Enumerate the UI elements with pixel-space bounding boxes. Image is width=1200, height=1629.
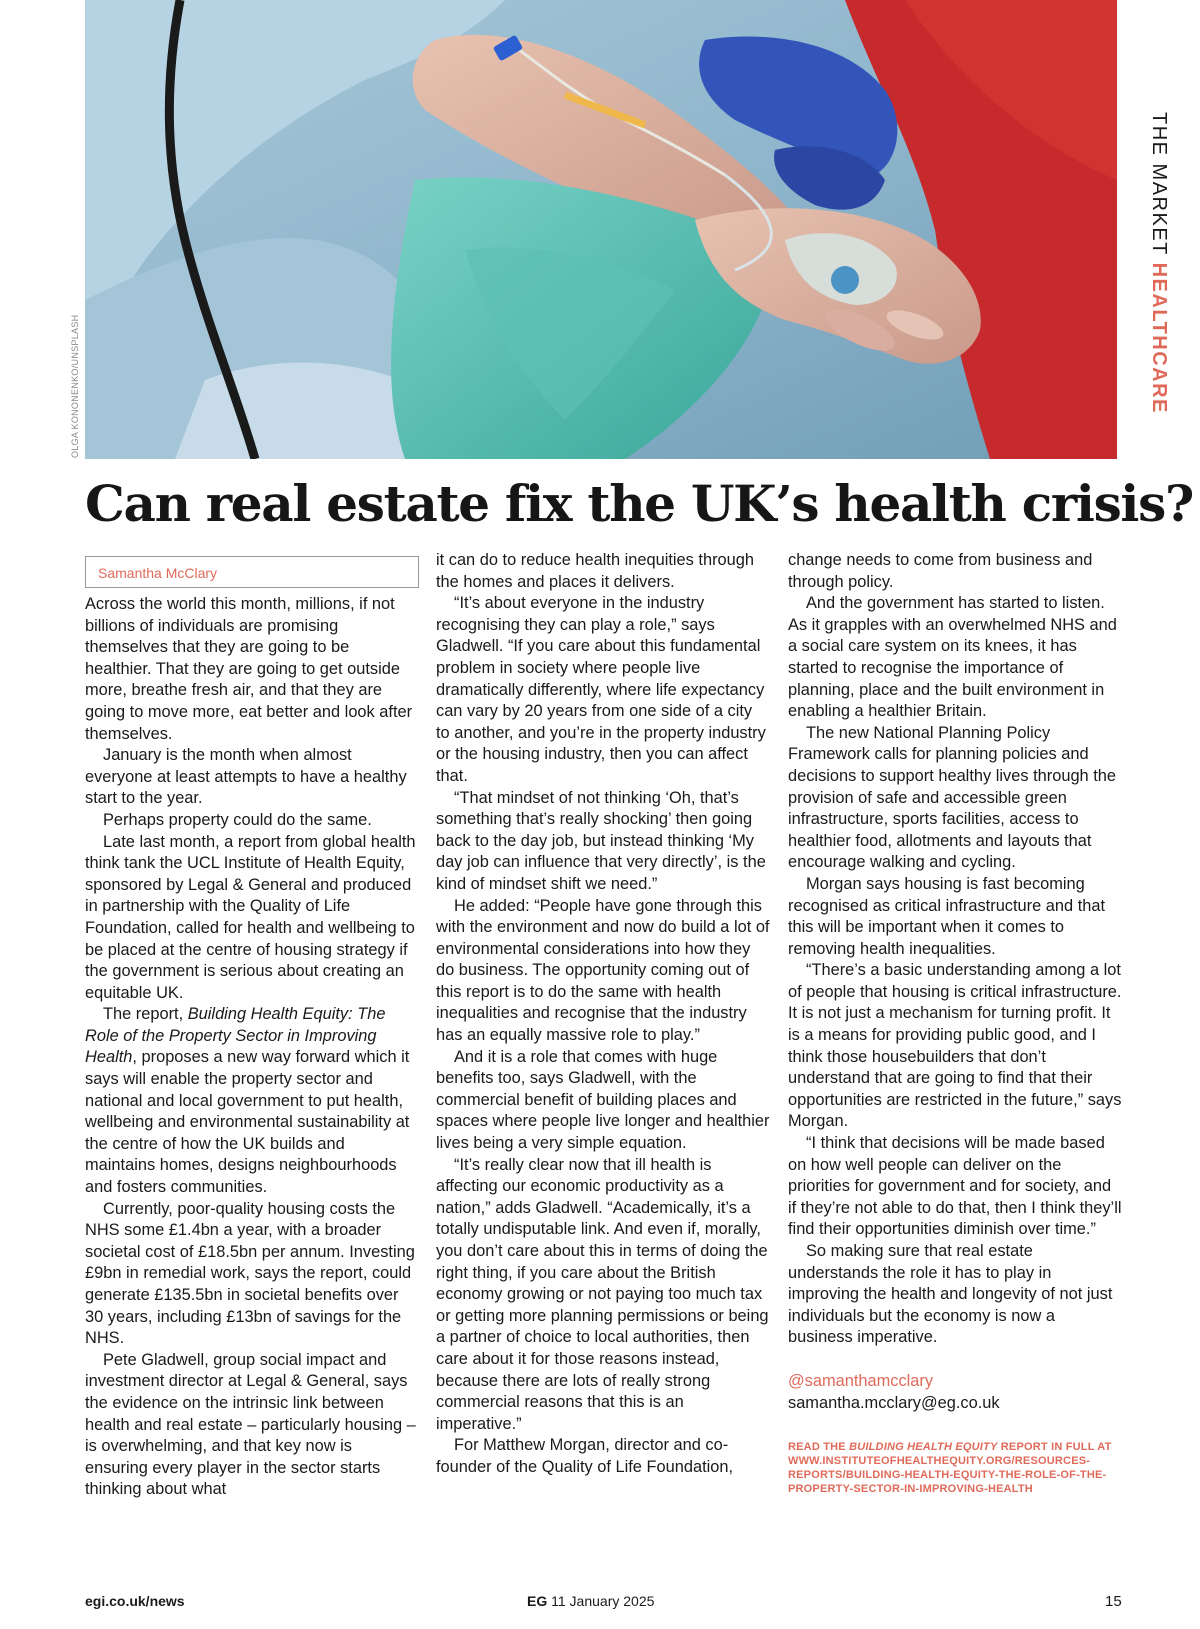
author-email[interactable]: samantha.mcclary@eg.co.uk <box>788 1393 1000 1412</box>
readmore-lead: READ THE <box>788 1441 850 1454</box>
section-name: HEALTHCARE <box>1148 262 1170 414</box>
article-paragraph: He added: “People have gone through this with the environment and now do build a lot of environmental considerations into how they do business. The opportunity coming out of this report is to do the same with health inequalities and recognise that the industry has an equally massive role to play.” <box>436 896 770 1045</box>
article-paragraph: Pete Gladwell, group social impact and investment director at Legal & General, says the evidence on the intrinsic link between health and real estate – particularly housing – is overwhelming, and that key now is ensuring every player in the sector starts thinking about what <box>85 1350 416 1499</box>
article-paragraph: “It’s really clear now that ill health is affecting our economic productivity as a nation,” adds Gladwell. “Academically, it’s a totally undisputable link. And even if, morally, you don’t care about this in terms of doing the right thing, if you care about the British economy growing or not paying too much tax or getting more planning permissions or being a partner of choice to local authorities, then care about it for those reasons instead, because there are lots of really strong commercial reasons that this is an imperative.” <box>436 1155 769 1433</box>
readmore-url: REPORT IN FULL AT WWW.INSTITUTEOFHEALTHEQUITY.ORG/RESOURCES-REPORTS/BUILDING-HEALTH-EQUITY-THE-ROLE-OF-THE-PROPERTY-SECTOR-IN-IMPROVING-HEALTH <box>788 1441 1112 1496</box>
article-paragraph: “That mindset of not thinking ‘Oh, that’s something that’s really shocking’ then going back to the day job, but instead thinking ‘My day job can influence that very directly’, is the kind of mindset shift we need.” <box>436 788 766 893</box>
article-paragraph: “There’s a basic understanding among a lot of people that housing is critical infrastructure. It is not just a mechanism for turning profit. It is a means for providing public good, and I think those housebuilders that don’t understand that are going to find that their opportunities are restricted in the future,” says Morgan. <box>788 961 1122 1131</box>
readmore-title: BUILDING HEALTH EQUITY <box>849 1441 998 1454</box>
column-3-body <box>788 550 1122 1349</box>
article-paragraph: Morgan says housing is fast becoming recognised as critical infrastructure and that this will be important when it comes to removing health inequalities. <box>788 874 1106 958</box>
report-para-after: , proposes a new way forward which it says will enable the property sector and national and local government to put health, wellbeing and environmental sustainability at the centre of how the UK builds and maintains homes, designs neighbourhoods and fosters communities. <box>85 1048 410 1197</box>
column-2-body <box>436 550 770 1479</box>
footer-magazine: EG <box>527 1593 548 1609</box>
section-tag <box>1147 112 1170 414</box>
article-paragraph: The new National Planning Policy Framework calls for planning policies and decisions to support healthy lives through the provision of safe and accessible green infrastructure, sports facilities, access to healthier food, allotments and layouts that encourage walking and cycling. <box>788 723 1117 872</box>
article-paragraph: And it is a role that comes with huge benefits too, says Gladwell, with the commercial benefit of building places and spaces where people live longer and healthier lives being a very simple equation. <box>436 1047 770 1153</box>
article-paragraph: So making sure that real estate understands the role it has to play in improving the health and longevity of not just individuals but the economy is now a business imperative. <box>788 1242 1113 1347</box>
page-number: 15 <box>1105 1593 1122 1610</box>
headline: Can real estate fix the UK’s health crisis? <box>85 474 1193 533</box>
article-paragraph: Across the world this month, millions, if not billions of individuals are promising themselves that they are going to be healthier. That they are going to get outside more, breathe fresh air, and that they are going to move more, eat better and look after themselves. <box>85 595 413 743</box>
report-link-note[interactable] <box>788 1440 1122 1496</box>
article-paragraph: Currently, poor-quality housing costs the NHS some £1.4bn a year, with a broader societal cost of £18.5bn per annum. Investing £9bn in remedial work, says the report, could generate £135.5bn in societal benefits over 30 years, including £13bn of savings for the NHS. <box>85 1199 415 1348</box>
article-column-2 <box>436 550 770 1479</box>
article-column-3 <box>788 550 1122 1496</box>
hospital-patient-hand-with-pulse-oximeter-photo <box>85 0 1117 459</box>
article-paragraph: January is the month when almost everyone at least attempts to have a healthy start to the year. <box>85 746 407 808</box>
author-twitter-handle[interactable]: @samanthamcclary <box>788 1371 934 1390</box>
footer-date: 11 January 2025 <box>547 1593 655 1609</box>
article-column-1 <box>85 556 419 1501</box>
footer-site[interactable]: egi.co.uk/news <box>85 1593 185 1609</box>
footer-issue <box>527 1593 654 1609</box>
hero-photo <box>85 0 1117 459</box>
article-paragraph <box>85 1004 419 1198</box>
article-paragraph: Perhaps property could do the same. <box>103 810 372 829</box>
article-paragraph: it can do to reduce health inequities through the homes and places it delivers. <box>436 551 755 591</box>
article-paragraph: And the government has started to listen. As it grapples with an overwhelmed NHS and a social care system on its knees, it has started to recognise the importance of planning, place and the built environment in enabling a healthier Britain. <box>788 594 1117 721</box>
byline: Samantha McClary <box>85 556 419 588</box>
column-1-body <box>85 594 419 1501</box>
article-paragraph: change needs to come from business and through policy. <box>788 551 1093 591</box>
section-prefix: THE MARKET <box>1148 112 1170 256</box>
report-title: Building Health Equity: The Role of the Property Sector in Improving Health <box>85 1005 386 1067</box>
photo-credit: OLGA KONONENKO/UNSPLASH <box>70 314 80 458</box>
article-paragraph: Late last month, a report from global health think tank the UCL Institute of Health Equity, sponsored by Legal & General and produced in partnership with the Quality of Life Foundation, called for health and wellbeing to be placed at the centre of housing strategy if the government is serious about creating an equitable UK. <box>85 832 416 1002</box>
report-para-before: The report, <box>103 1005 188 1024</box>
article-paragraph: “It’s about everyone in the industry recognising they can play a role,” says Gladwell. “If you care about this fundamental problem in society where people live dramatically differently, where life expectancy can vary by 20 years from one side of a city to another, and you’re in the property industry or the housing industry, then you can affect that. <box>436 594 766 785</box>
article-paragraph: “I think that decisions will be made based on how well people can deliver on the priorities for government and for society, and if they’re not able to do that, then I think they’ll find their opportunities diminish over time.” <box>788 1134 1122 1239</box>
article-paragraph: For Matthew Morgan, director and co-founder of the Quality of Life Foundation, <box>436 1436 734 1476</box>
